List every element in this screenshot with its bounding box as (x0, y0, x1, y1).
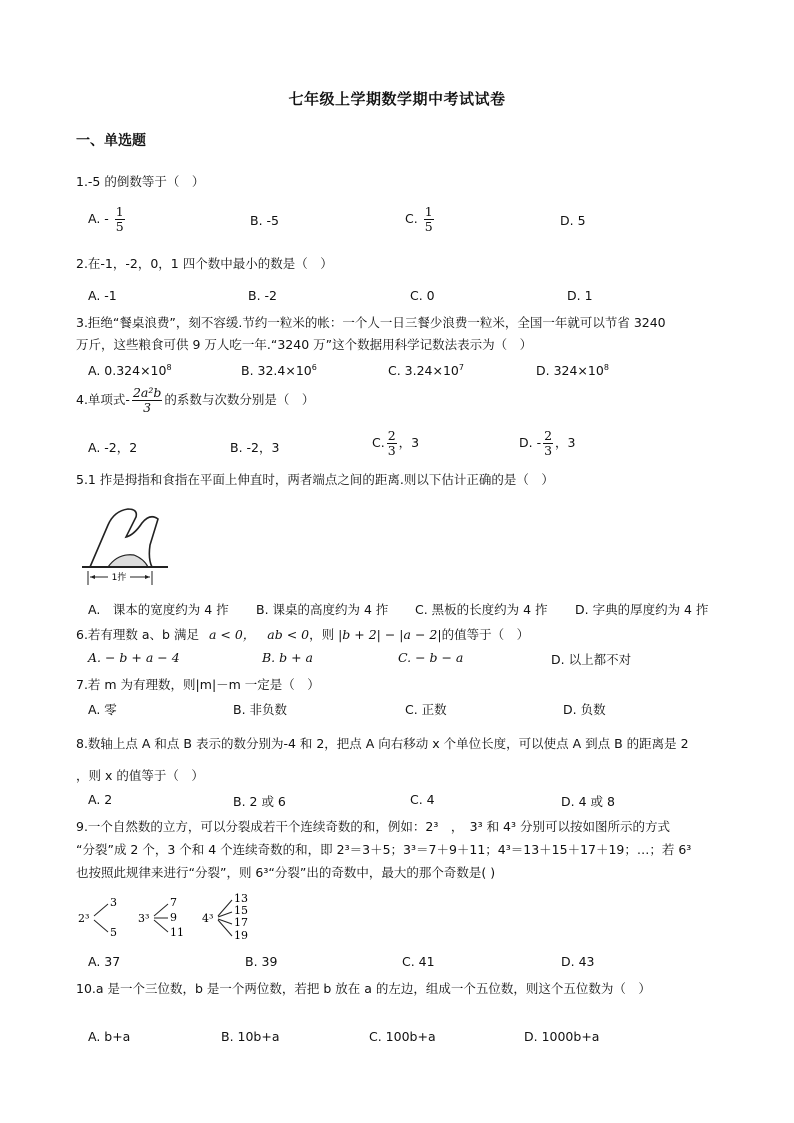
q5-option-a[interactable]: A. 课本的宽度约为 4 拃 (88, 602, 229, 617)
page-title: 七年级上学期数学期中考试试卷 (288, 90, 506, 108)
q4-option-c[interactable]: C. $\frac{2}{3}$ ，3 (372, 428, 420, 458)
question-2-stem: 2.在-1，-2，0，1 四个数中最小的数是（ ） (76, 256, 333, 271)
q5-option-c[interactable]: C. 黑板的长度约为 4 拃 (415, 602, 548, 617)
question-3-line-2: 万斤，这些粮食可供 9 万人吃一年.“3240 万”这个数据用科学记数法表示为（ ） (76, 337, 533, 352)
tree-2-cubed (78, 896, 117, 939)
question-6-stem: 6.若有理数 a、b 满足 a < 0， ab < 0，则 |b + 2| − |a − 2|的值等于（ ） (76, 627, 530, 642)
q1-option-b[interactable]: B. -5 (250, 213, 279, 228)
q7-option-a[interactable]: A. 零 (88, 702, 117, 717)
q3-option-a[interactable]: A. $0.324\times 10^8$ (88, 363, 172, 379)
q5-option-b[interactable]: B. 课桌的高度约为 4 拃 (256, 602, 389, 617)
odd-split-diagram (78, 892, 258, 944)
q4-option-a[interactable]: A. -2，2 (88, 440, 138, 455)
question-7-stem: 7.若 m 为有理数，则|m|－m 一定是（ ） (76, 677, 320, 692)
q9-option-c[interactable]: C. 41 (402, 954, 435, 969)
q8-option-a[interactable]: A. 2 (88, 792, 113, 807)
section-heading: 一、单选题 (76, 133, 146, 149)
question-10-stem: 10.a 是一个三位数，b 是一个两位数，若把 b 放在 a 的左边，组成一个五位数，则这个五位数为（ ） (76, 981, 651, 996)
question-9-line-3: 也按照此规律来进行“分裂”，则 6³“分裂”出的奇数中，最大的那个奇数是( ) (76, 865, 496, 880)
q5-option-d[interactable]: D. 字典的厚度约为 4 拃 (575, 602, 709, 617)
svg-text:4³: 4³ (202, 912, 214, 925)
svg-text:9: 9 (170, 911, 177, 924)
question-5-stem: 5.1 拃是拇指和食指在平面上伸直时，两者端点之间的距离.则以下估计正确的是（ ） (76, 472, 554, 487)
fraction: $\frac{\text{2a²b}}{3}$ (132, 385, 162, 415)
q9-option-a[interactable]: A. 37 (88, 954, 121, 969)
q1-option-c[interactable] (405, 205, 436, 234)
q7-option-d[interactable]: D. 负数 (563, 702, 606, 717)
q10-option-b[interactable]: B. 10b+a (221, 1029, 280, 1044)
q7-option-c[interactable]: C. 正数 (405, 702, 447, 717)
fraction: $\frac{2}{3}$ (544, 428, 553, 458)
svg-text:2³: 2³ (78, 912, 90, 925)
fig-label: 1拃 (111, 573, 127, 583)
q1-option-d[interactable]: D. 5 (560, 213, 586, 228)
q4-option-b[interactable]: B. -2，3 (230, 440, 280, 455)
q2-option-c[interactable]: C. 0 (410, 288, 435, 303)
svg-text:13: 13 (234, 892, 248, 905)
svg-text:3: 3 (110, 896, 117, 909)
svg-text:17: 17 (234, 916, 248, 929)
svg-text:15: 15 (234, 904, 248, 917)
question-8-line-2: ，则 x 的值等于（ ） (76, 768, 204, 783)
svg-text:5: 5 (110, 926, 117, 939)
q1-option-a[interactable] (88, 205, 127, 234)
q6-option-b[interactable]: B. b + a (262, 650, 314, 665)
svg-text:3³: 3³ (138, 912, 150, 925)
q10-option-d[interactable]: D. 1000b+a (524, 1029, 600, 1044)
svg-text:19: 19 (234, 929, 248, 942)
tree-4-cubed (202, 892, 248, 942)
q4-option-d[interactable]: D. - $\frac{2}{3}$ ，3 (519, 428, 576, 458)
tree-3-cubed (138, 896, 184, 939)
q6-option-c[interactable]: C. − b − a (398, 650, 464, 665)
q6-option-d[interactable]: D. 以上都不对 (551, 652, 632, 667)
q10-option-a[interactable]: A. b+a (88, 1029, 131, 1044)
q2-option-d[interactable]: D. 1 (567, 288, 593, 303)
question-1-stem: 1.-5 的倒数等于（ ） (76, 174, 205, 189)
q10-option-c[interactable]: C. 100b+a (369, 1029, 436, 1044)
q3-option-b[interactable]: B. $32.4\times 10^6$ (241, 363, 317, 379)
fraction: $\frac{1}{5}$ (424, 204, 433, 234)
q6-option-a[interactable]: A. − b + a − 4 (88, 650, 180, 665)
q3-option-d[interactable]: D. $324\times 10^8$ (536, 363, 609, 379)
q9-option-b[interactable]: B. 39 (245, 954, 278, 969)
q8-option-b[interactable]: B. 2 或 6 (233, 794, 286, 809)
q2-option-a[interactable]: A. -1 (88, 288, 117, 303)
q1-option-c-label: C. (405, 211, 418, 226)
q1-option-a-label: A. - (88, 211, 109, 226)
q7-option-b[interactable]: B. 非负数 (233, 702, 288, 717)
question-3-line-1: 3.拒绝“餐桌浪费”，刻不容缓.节约一粒米的帐：一个人一日三餐少浪费一粒米，全国一年就可以节省 3240 (76, 315, 666, 330)
svg-text:11: 11 (170, 926, 184, 939)
fraction: $\frac{1}{5}$ (115, 204, 124, 234)
q2-option-b[interactable]: B. -2 (248, 288, 277, 303)
q9-option-d[interactable]: D. 43 (561, 954, 595, 969)
question-9-line-1: 9.一个自然数的立方，可以分裂成若干个连续奇数的和，例如：2³ ， 3³ 和 4³ 分别可以按如图所示的方式 (76, 819, 670, 834)
q8-option-d[interactable]: D. 4 或 8 (561, 794, 615, 809)
svg-text:7: 7 (170, 896, 177, 909)
q3-option-c[interactable]: C. $3.24\times 10^7$ (388, 363, 464, 379)
hand-span-figure (78, 505, 170, 587)
question-8-line-1: 8.数轴上点 A 和点 B 表示的数分别为-4 和 2，把点 A 向右移动 x 个单位长度，可以使点 A 到点 B 的距离是 2 (76, 736, 689, 751)
q8-option-c[interactable]: C. 4 (410, 792, 435, 807)
question-4-stem: 4.单项式- $\frac{\text{2a²b}}{3}$ 的系数与次数分别是（ ） (76, 385, 315, 415)
question-9-line-2: “分裂”成 2 个，3 个和 4 个连续奇数的和，即 2³＝3＋5；3³＝7＋9＋11；4³＝13＋15＋17＋19；…；若 6³ (76, 842, 692, 857)
fraction: $\frac{2}{3}$ (387, 428, 396, 458)
